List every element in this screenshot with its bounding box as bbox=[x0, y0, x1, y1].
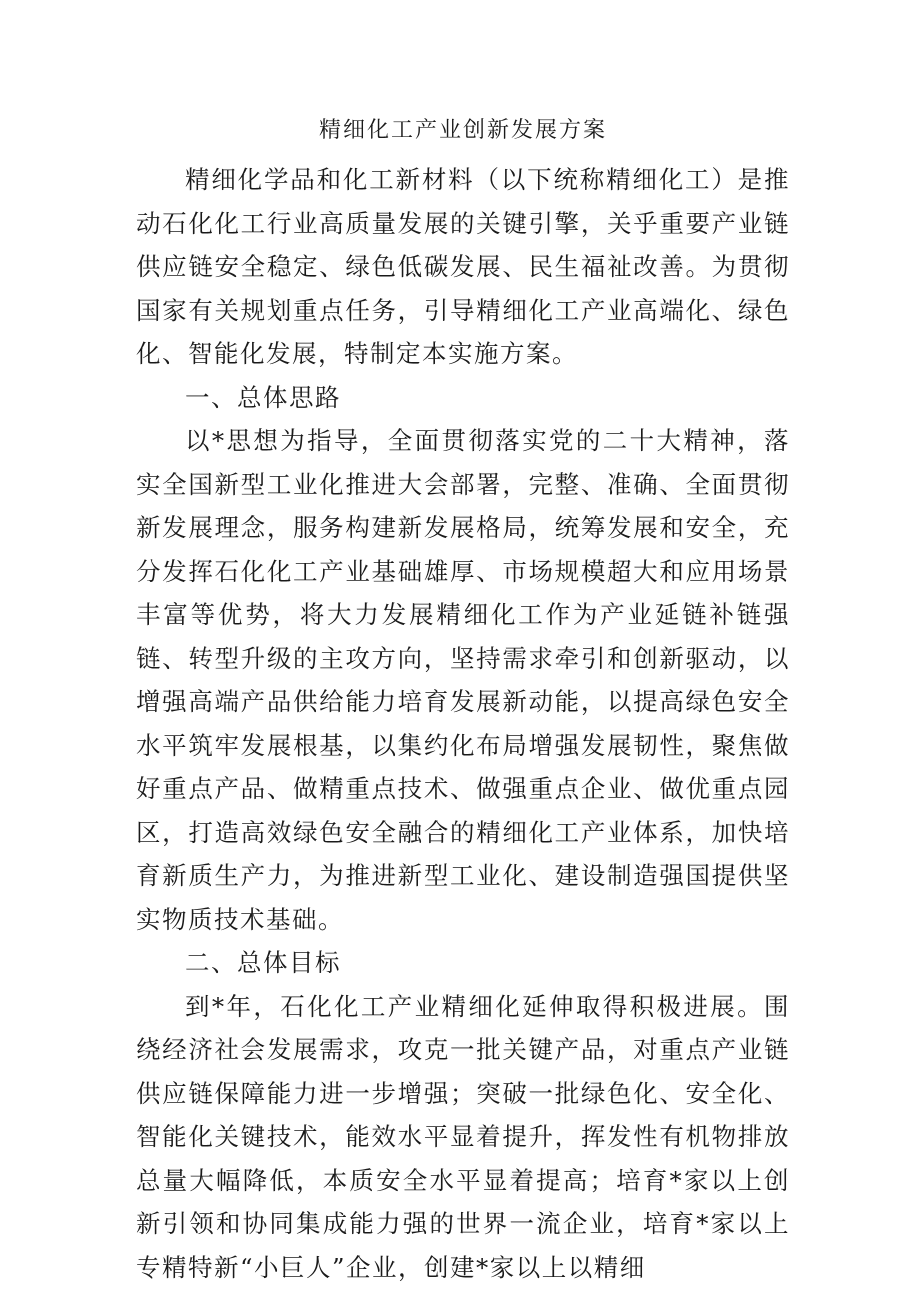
section-body-overall-goals: 到*年，石化化工产业精细化延伸取得积极进展。围绕经济社会发展需求，攻克一批关键产品，对重点产业链供应链保障能力进一步增强；突破一批绿色化、安全化、智能化关键技术，能效水平显着提升，挥发性有机物排放总量大幅降低，本质安全水平显着提高；培育*家以上创新引领和协同集成能力强的世界一流企业，培育*家以上专精特新“小巨人”企业，创建*家以上以精细 bbox=[136, 991, 790, 1282]
intro-paragraph: 精细化学品和化工新材料（以下统称精细化工）是推动石化化工行业高质量发展的关键引擎，关乎重要产业链供应链安全稳定、绿色低碳发展、民生福祉改善。为贯彻国家有关规划重点任务，引导精细化工产业高端化、绿色化、智能化发展，特制定本实施方案。 bbox=[136, 165, 790, 368]
section-body-overall-approach: 以*思想为指导，全面贯彻落实党的二十大精神，落实全国新型工业化推进大会部署，完整、准确、全面贯彻新发展理念，服务构建新发展格局，统筹发展和安全，充分发挥石化化工产业基础雄厚、市场规模超大和应用场景丰富等优势，将大力发展精细化工作为产业延链补链强链、转型升级的主攻方向，坚持需求牵引和创新驱动，以增强高端产品供给能力培育发展新动能，以提高绿色安全水平筑牢发展根基，以集约化布局增强发展韧性，聚焦做好重点产品、做精重点技术、做强重点企业、做优重点园区，打造高效绿色安全融合的精细化工产业体系，加快培育新质生产力，为推进新型工业化、建设制造强国提供坚实物质技术基础。 bbox=[136, 426, 790, 934]
document-title: 精细化工产业创新发展方案 bbox=[318, 118, 607, 143]
section-heading-overall-approach: 一、总体思路 bbox=[185, 382, 341, 412]
section-heading-overall-goals: 二、总体目标 bbox=[185, 948, 341, 977]
